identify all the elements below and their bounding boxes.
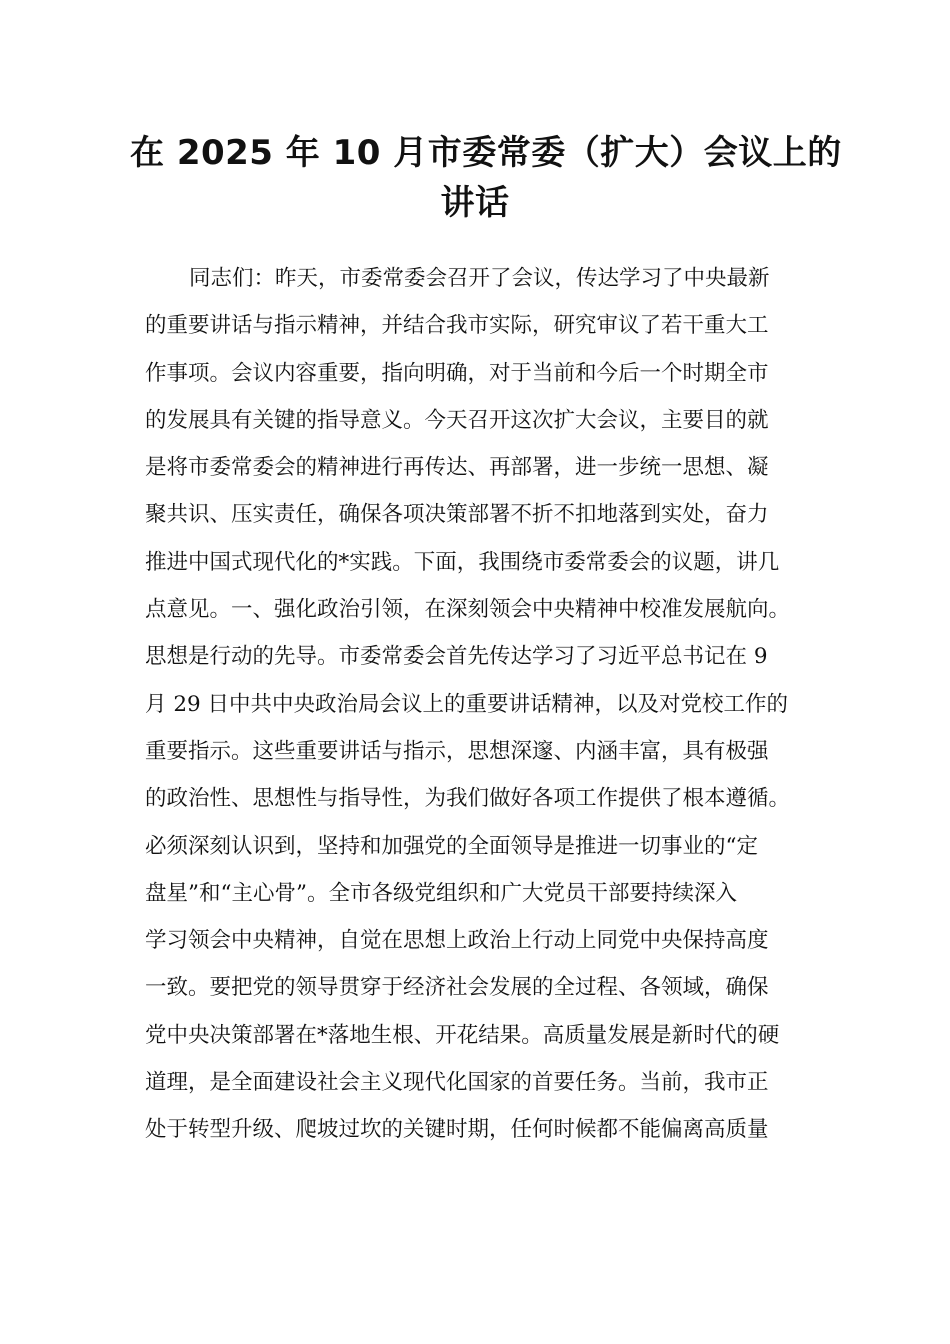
body-line: 思想是行动的先导。市委常委会首先传达学习了习近平总书记在 9 xyxy=(145,644,768,670)
body-line: 的重要讲话与指示精神，并结合我市实际，研究审议了若干重大工 xyxy=(145,313,769,339)
body-line: 点意见。一、强化政治引领，在深刻领会中央精神中校准发展航向。 xyxy=(145,597,791,623)
title-line-1: 在 2025 年 10 月市委常委（扩大）会议上的 xyxy=(130,133,842,173)
document-title xyxy=(130,128,842,228)
body-line: 盘星”和“主心骨”。全市各级党组织和广大党员干部要持续深入 xyxy=(145,880,737,906)
body-line: 学习领会中央精神，自觉在思想上政治上行动上同党中央保持高度 xyxy=(145,928,769,954)
body-line: 一致。要把党的领导贯穿于经济社会发展的全过程、各领域，确保 xyxy=(145,975,769,1001)
body-line: 作事项。会议内容重要，指向明确，对于当前和今后一个时期全市 xyxy=(145,360,769,386)
body-line: 道理，是全面建设社会主义现代化国家的首要任务。当前，我市正 xyxy=(145,1070,769,1096)
body-line: 是将市委常委会的精神进行再传达、再部署，进一步统一思想、凝 xyxy=(145,455,769,481)
body-line: 同志们：昨天，市委常委会召开了会议，传达学习了中央最新 xyxy=(189,266,770,291)
speech-body xyxy=(145,255,815,1154)
title-line-2: 讲话 xyxy=(440,183,510,223)
body-line: 推进中国式现代化的*实践。下面，我围绕市委常委会的议题，讲几 xyxy=(145,549,780,575)
body-line: 的发展具有关键的指导意义。今天召开这次扩大会议，主要目的就 xyxy=(145,407,769,433)
body-line: 重要指示。这些重要讲话与指示，思想深邃、内涵丰富，具有极强 xyxy=(145,738,769,764)
body-line: 党中央决策部署在*落地生根、开花结果。高质量发展是新时代的硬 xyxy=(145,1022,780,1048)
body-line: 聚共识、压实责任，确保各项决策部署不折不扣地落到实处，奋力 xyxy=(145,502,769,528)
body-line: 必须深刻认识到，坚持和加强党的全面领导是推进一切事业的“定 xyxy=(145,833,758,859)
body-line: 的政治性、思想性与指导性，为我们做好各项工作提供了根本遵循。 xyxy=(145,786,791,812)
body-line: 处于转型升级、爬坡过坎的关键时期，任何时候都不能偏离高质量 xyxy=(145,1117,769,1143)
body-line: 月 29 日中共中央政治局会议上的重要讲话精神，以及对党校工作的 xyxy=(145,691,789,717)
